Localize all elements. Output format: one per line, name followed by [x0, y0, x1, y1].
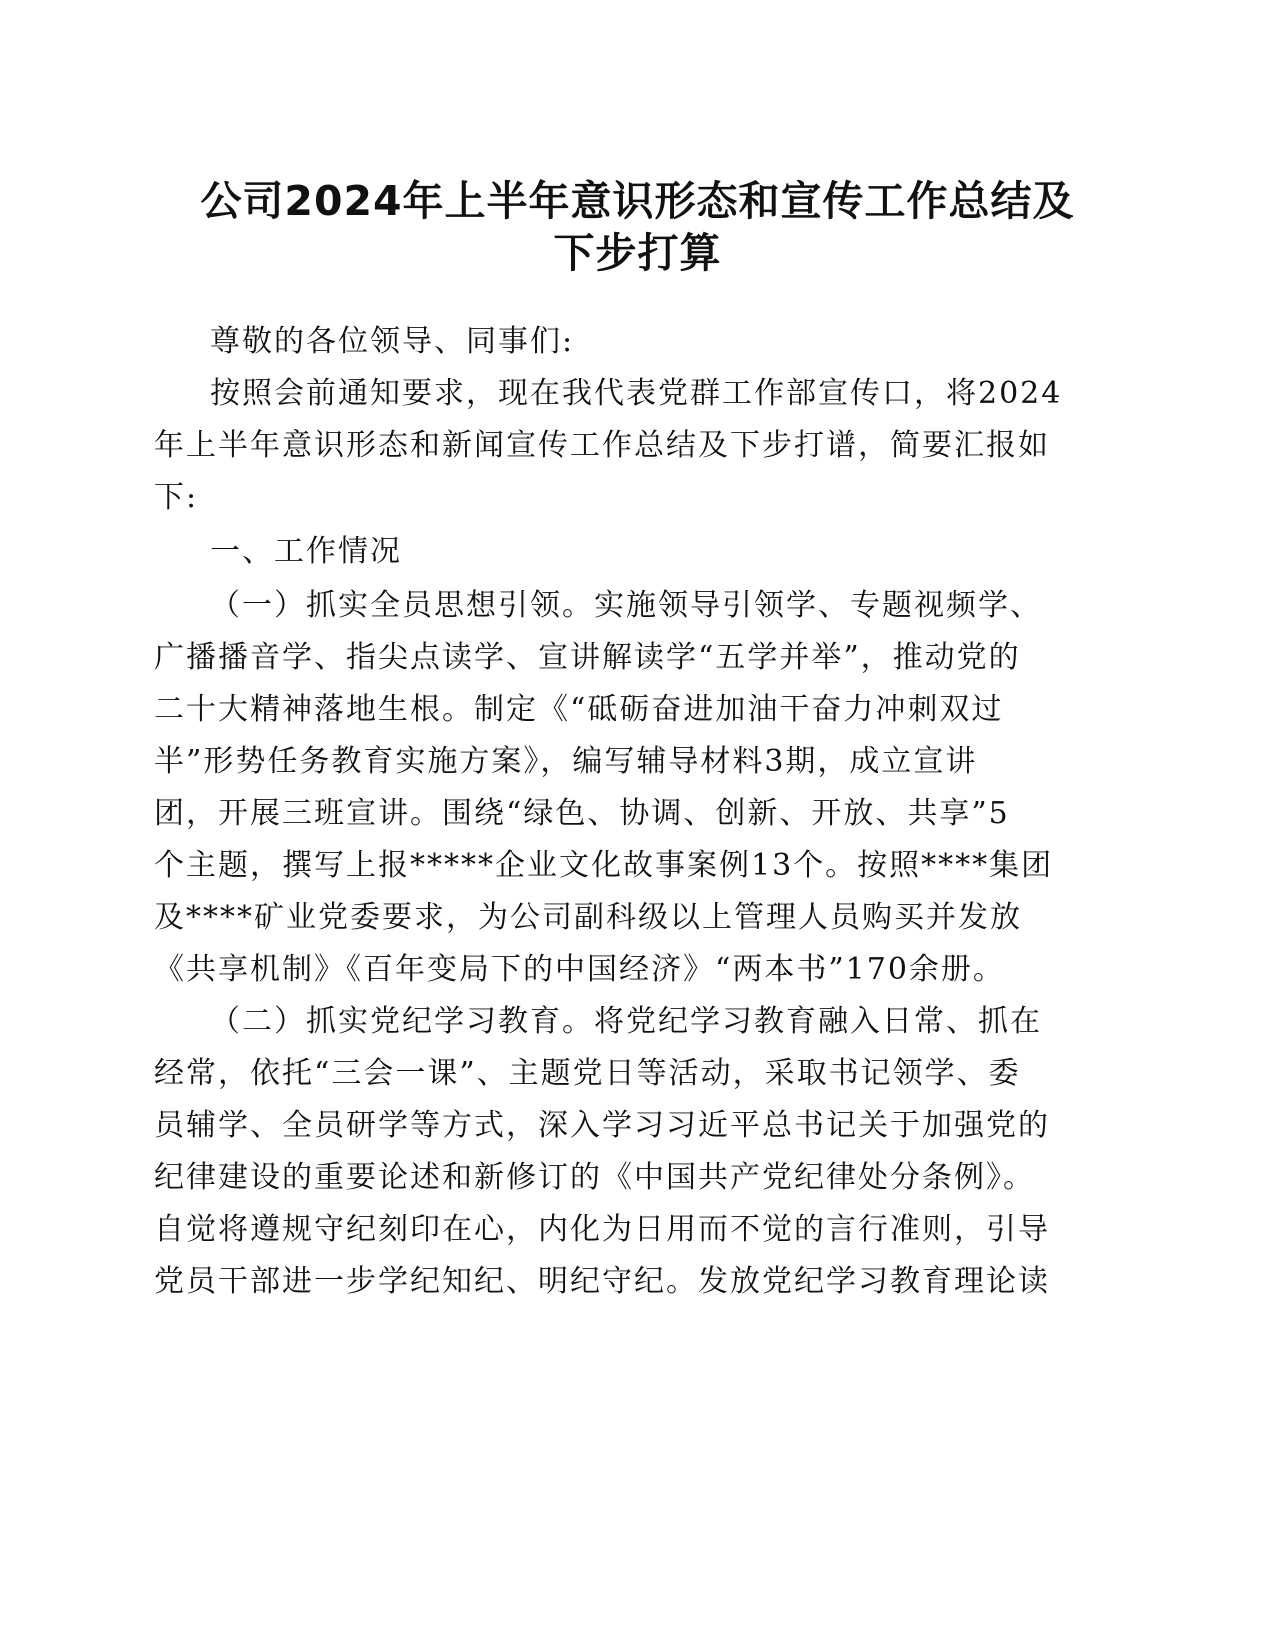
paragraph-line: 经常，依托“三会一课”、主题党日等活动，采取书记领学、委: [154, 1056, 1021, 1091]
paragraph-line: （一）抓实全员思想引领。实施领导引领学、专题视频学、: [210, 588, 1042, 623]
paragraph-line: 半”形势任务教育实施方案》，编写辅导材料3期，成立宣讲: [154, 744, 978, 779]
paragraph-line: 团，开展三班宣讲。围绕“绿色、协调、创新、开放、共享”5: [154, 796, 1010, 831]
paragraph-line: 《共享机制》《百年变局下的中国经济》“两本书”170余册。: [154, 952, 1005, 987]
title-line-1: 公司2024年上半年意识形态和宣传工作总结及: [200, 177, 1075, 225]
paragraph-line: 个主题，撰写上报*****企业文化故事案例13个。按照****集团: [154, 848, 1054, 883]
section-heading: 一、工作情况: [210, 534, 402, 569]
paragraph-line: 及****矿业党委要求，为公司副科级以上管理人员购买并发放: [154, 900, 1022, 935]
paragraph-line: 员辅学、全员研学等方式，深入学习习近平总书记关于加强党的: [154, 1108, 1050, 1143]
paragraph-line: 二十大精神落地生根。制定《“砥砺奋进加油干奋力冲刺双过: [154, 692, 1004, 727]
paragraph-line: （二）抓实党纪学习教育。将党纪学习教育融入日常、抓在: [210, 1004, 1042, 1039]
salutation: 尊敬的各位领导、同事们:: [210, 324, 575, 359]
document-title: [120, 175, 1155, 279]
paragraph-line: 自觉将遵规守纪刻印在心，内化为日用而不觉的言行准则，引导: [154, 1212, 1050, 1247]
paragraph-line: 纪律建设的重要论述和新修订的《中国共产党纪律处分条例》。: [154, 1160, 1035, 1195]
paragraph-line: 下:: [154, 480, 199, 515]
paragraph-line: 按照会前通知要求，现在我代表党群工作部宣传口，将2024: [210, 376, 1063, 411]
paragraph-line: 广播播音学、指尖点读学、宣讲解读学“五学并举”，推动党的: [154, 640, 1021, 675]
paragraph-line: 年上半年意识形态和新闻宣传工作总结及下步打谱，简要汇报如: [154, 428, 1050, 463]
title-line-2: 下步打算: [553, 229, 722, 277]
paragraph-line: 党员干部进一步学纪知纪、明纪守纪。发放党纪学习教育理论读: [154, 1264, 1050, 1299]
